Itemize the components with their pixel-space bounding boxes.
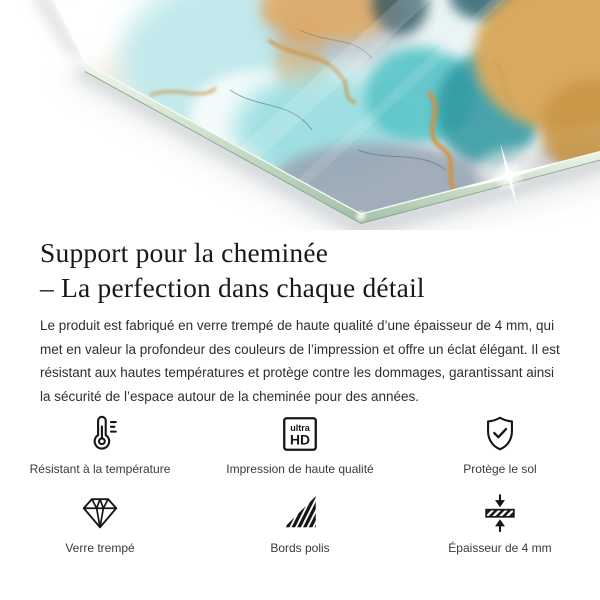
product-description: Le produit est fabriqué en verre trempé de haute qualité d’une épaisseur de 4 mm, qui met en valeur la profondeur des couleurs de l’impression et offre un éclat élégant. Il est résistant aux hautes températures et protège contre les dommages, garantissant ainsi la sécurité de l’espace autour de la cheminée pour des années. [40, 318, 560, 404]
feature-print-quality [200, 413, 400, 476]
product-image [0, 0, 600, 230]
feature-label: Résistant à la température [29, 462, 171, 476]
feature-temperature-resistant [0, 413, 200, 476]
feature-label: Protège le sol [463, 462, 537, 476]
feature-label: Bords polis [270, 541, 330, 555]
glass-panel-artwork [0, 0, 600, 230]
svg-text:HD: HD [290, 431, 310, 448]
feature-tempered-glass [0, 492, 200, 555]
feature-label: Épaisseur de 4 mm [448, 541, 552, 555]
page-title [40, 235, 560, 305]
features-grid [0, 413, 600, 555]
svg-text:ultra: ultra [290, 423, 310, 434]
title-line-2: – La perfection dans chaque détail [40, 272, 425, 303]
feature-floor-protection [400, 413, 600, 476]
thickness-icon [479, 492, 521, 534]
diamond-icon [79, 492, 121, 534]
shield-check-icon [479, 413, 521, 455]
title-line-1: Support pour la cheminée [40, 237, 329, 268]
thermometer-icon [79, 413, 121, 455]
feature-thickness [400, 492, 600, 555]
feature-polished-edges [200, 492, 400, 555]
feature-label: Verre trempé [65, 541, 135, 555]
feature-label: Impression de haute qualité [226, 462, 374, 476]
polished-edges-icon [279, 492, 321, 534]
ultra-hd-icon [279, 413, 321, 455]
